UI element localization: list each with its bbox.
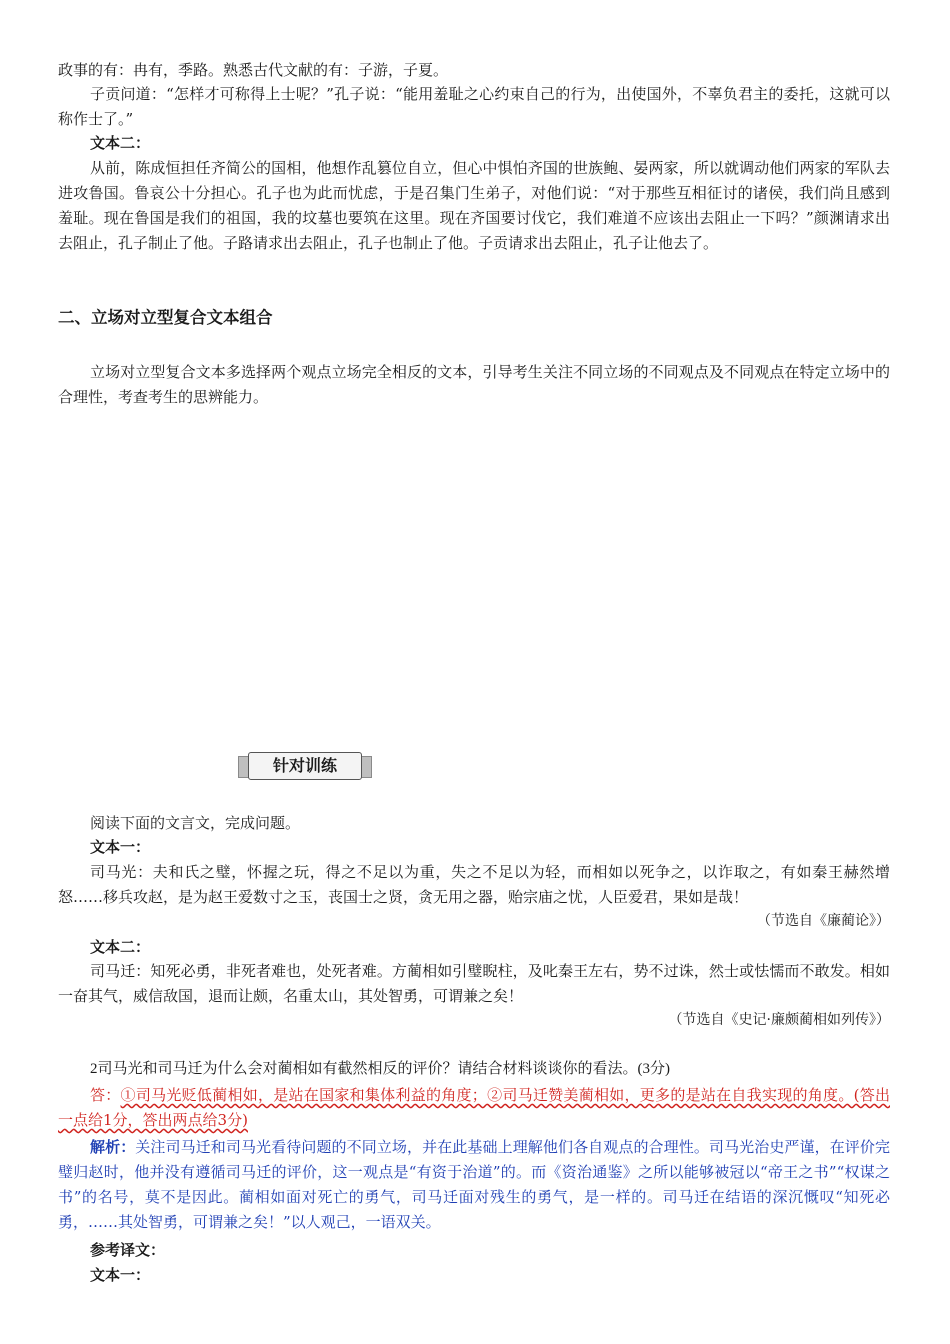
question-text: 2司马光和司马迁为什么会对蔺相如有截然相反的评价？请结合材料谈谈你的看法。(3分) bbox=[90, 1061, 670, 1077]
section-heading: 二、立场对立型复合文本组合 bbox=[58, 308, 273, 327]
practice-banner bbox=[238, 752, 372, 780]
translation-label: 参考译文： bbox=[90, 1241, 166, 1259]
paragraph-zigong-question: 子贡问道：“怎样才可称得上士呢？”孔子说：“能用羞耻之心约束自己的行为，出使国外，不辜负君主的委托，这就可以称作士了。” bbox=[58, 85, 890, 128]
paragraph-text2-translation: 从前，陈成恒担任齐简公的国相，他想作乱篡位自立，但心中惧怕齐国的世族鲍、晏两家，所以就调动他们两家的军队去进攻鲁国。鲁哀公十分担心。孔子也为此而忧虑，于是召集门生弟子，对他们说：“对于那些互相征讨的诸侯，我们尚且感到羞耻。现在鲁国是我们的祖国，我的坟墓也要筑在这里。现在齐国要讨伐它，我们难道不应该出去阻止一下吗？”颜渊请求出去阻止，孔子制止了他。子路请求出去阻止，孔子也制止了他。子贡请求出去阻止，孔子让他去了。 bbox=[58, 159, 890, 252]
answer-body: ①司马光贬低蔺相如，是站在国家和集体利益的角度；②司马迁赞美蔺相如，更多的是站在自我实现的角度。(答出一点给1分，答出两点给3分) bbox=[58, 1086, 890, 1129]
analysis-body: 关注司马迁和司马光看待问题的不同立场，并在此基础上理解他们各自观点的合理性。司马光治史严谨，在评价完璧归赵时，他并没有遵循司马迁的评价，这一观点是“有资于治道”的。而《资治通鉴》之所以能够被冠以“帝王之书”“权谋之书”的名号，莫不是因此。蔺相如面对死亡的勇气，司马迁面对残生的勇气，是一样的。司马迁在结语的深沉慨叹“知死必勇，……其处智勇，可谓兼之矣！”以人观己，一语双关。 bbox=[58, 1138, 890, 1231]
section-intro: 立场对立型复合文本多选择两个观点立场完全相反的文本，引导考生关注不同立场的不同观点及不同观点在特定立场中的合理性，考查考生的思辨能力。 bbox=[58, 363, 890, 406]
exercise-text2-source: （节选自《史记·廉颇蔺相如列传》） bbox=[668, 1012, 890, 1028]
translation-text1-label: 文本一： bbox=[90, 1266, 151, 1284]
banner-label: 针对训练 bbox=[248, 752, 362, 780]
exercise-text2-body: 司马迁：知死必勇，非死者难也，处死者难。方蔺相如引璧睨柱，及叱秦王左右，势不过诛，然士或怯懦而不敢发。相如一奋其气，威信敌国，退而让颇，名重太山，其处智勇，可谓兼之矣！ bbox=[58, 962, 890, 1005]
text2-label-top: 文本二： bbox=[90, 134, 151, 152]
exercise-text1-label: 文本一： bbox=[90, 838, 151, 856]
analysis-block bbox=[58, 1135, 890, 1235]
answer-label: 答： bbox=[90, 1086, 121, 1104]
exercise-text1-source: （节选自《廉蔺论》） bbox=[757, 913, 890, 929]
answer-block bbox=[58, 1083, 890, 1133]
exercise-text1-body: 司马光：夫和氏之璧，怀握之玩，得之不足以为重，失之不足以为轻，而相如以死争之，以诈取之，有如秦王赫然增怒……移兵攻赵，是为赵王爱数寸之玉，丧国士之贤，贪无用之器，贻宗庙之忧，人臣爱君，果如是哉！ bbox=[58, 863, 890, 906]
analysis-label: 解析： bbox=[90, 1138, 136, 1156]
exercise-instruction: 阅读下面的文言文，完成问题。 bbox=[90, 814, 301, 832]
paragraph-students-list: 政事的有：冉有，季路。熟悉古代文献的有：子游，子夏。 bbox=[58, 61, 449, 79]
exercise-text2-label: 文本二： bbox=[90, 938, 151, 956]
